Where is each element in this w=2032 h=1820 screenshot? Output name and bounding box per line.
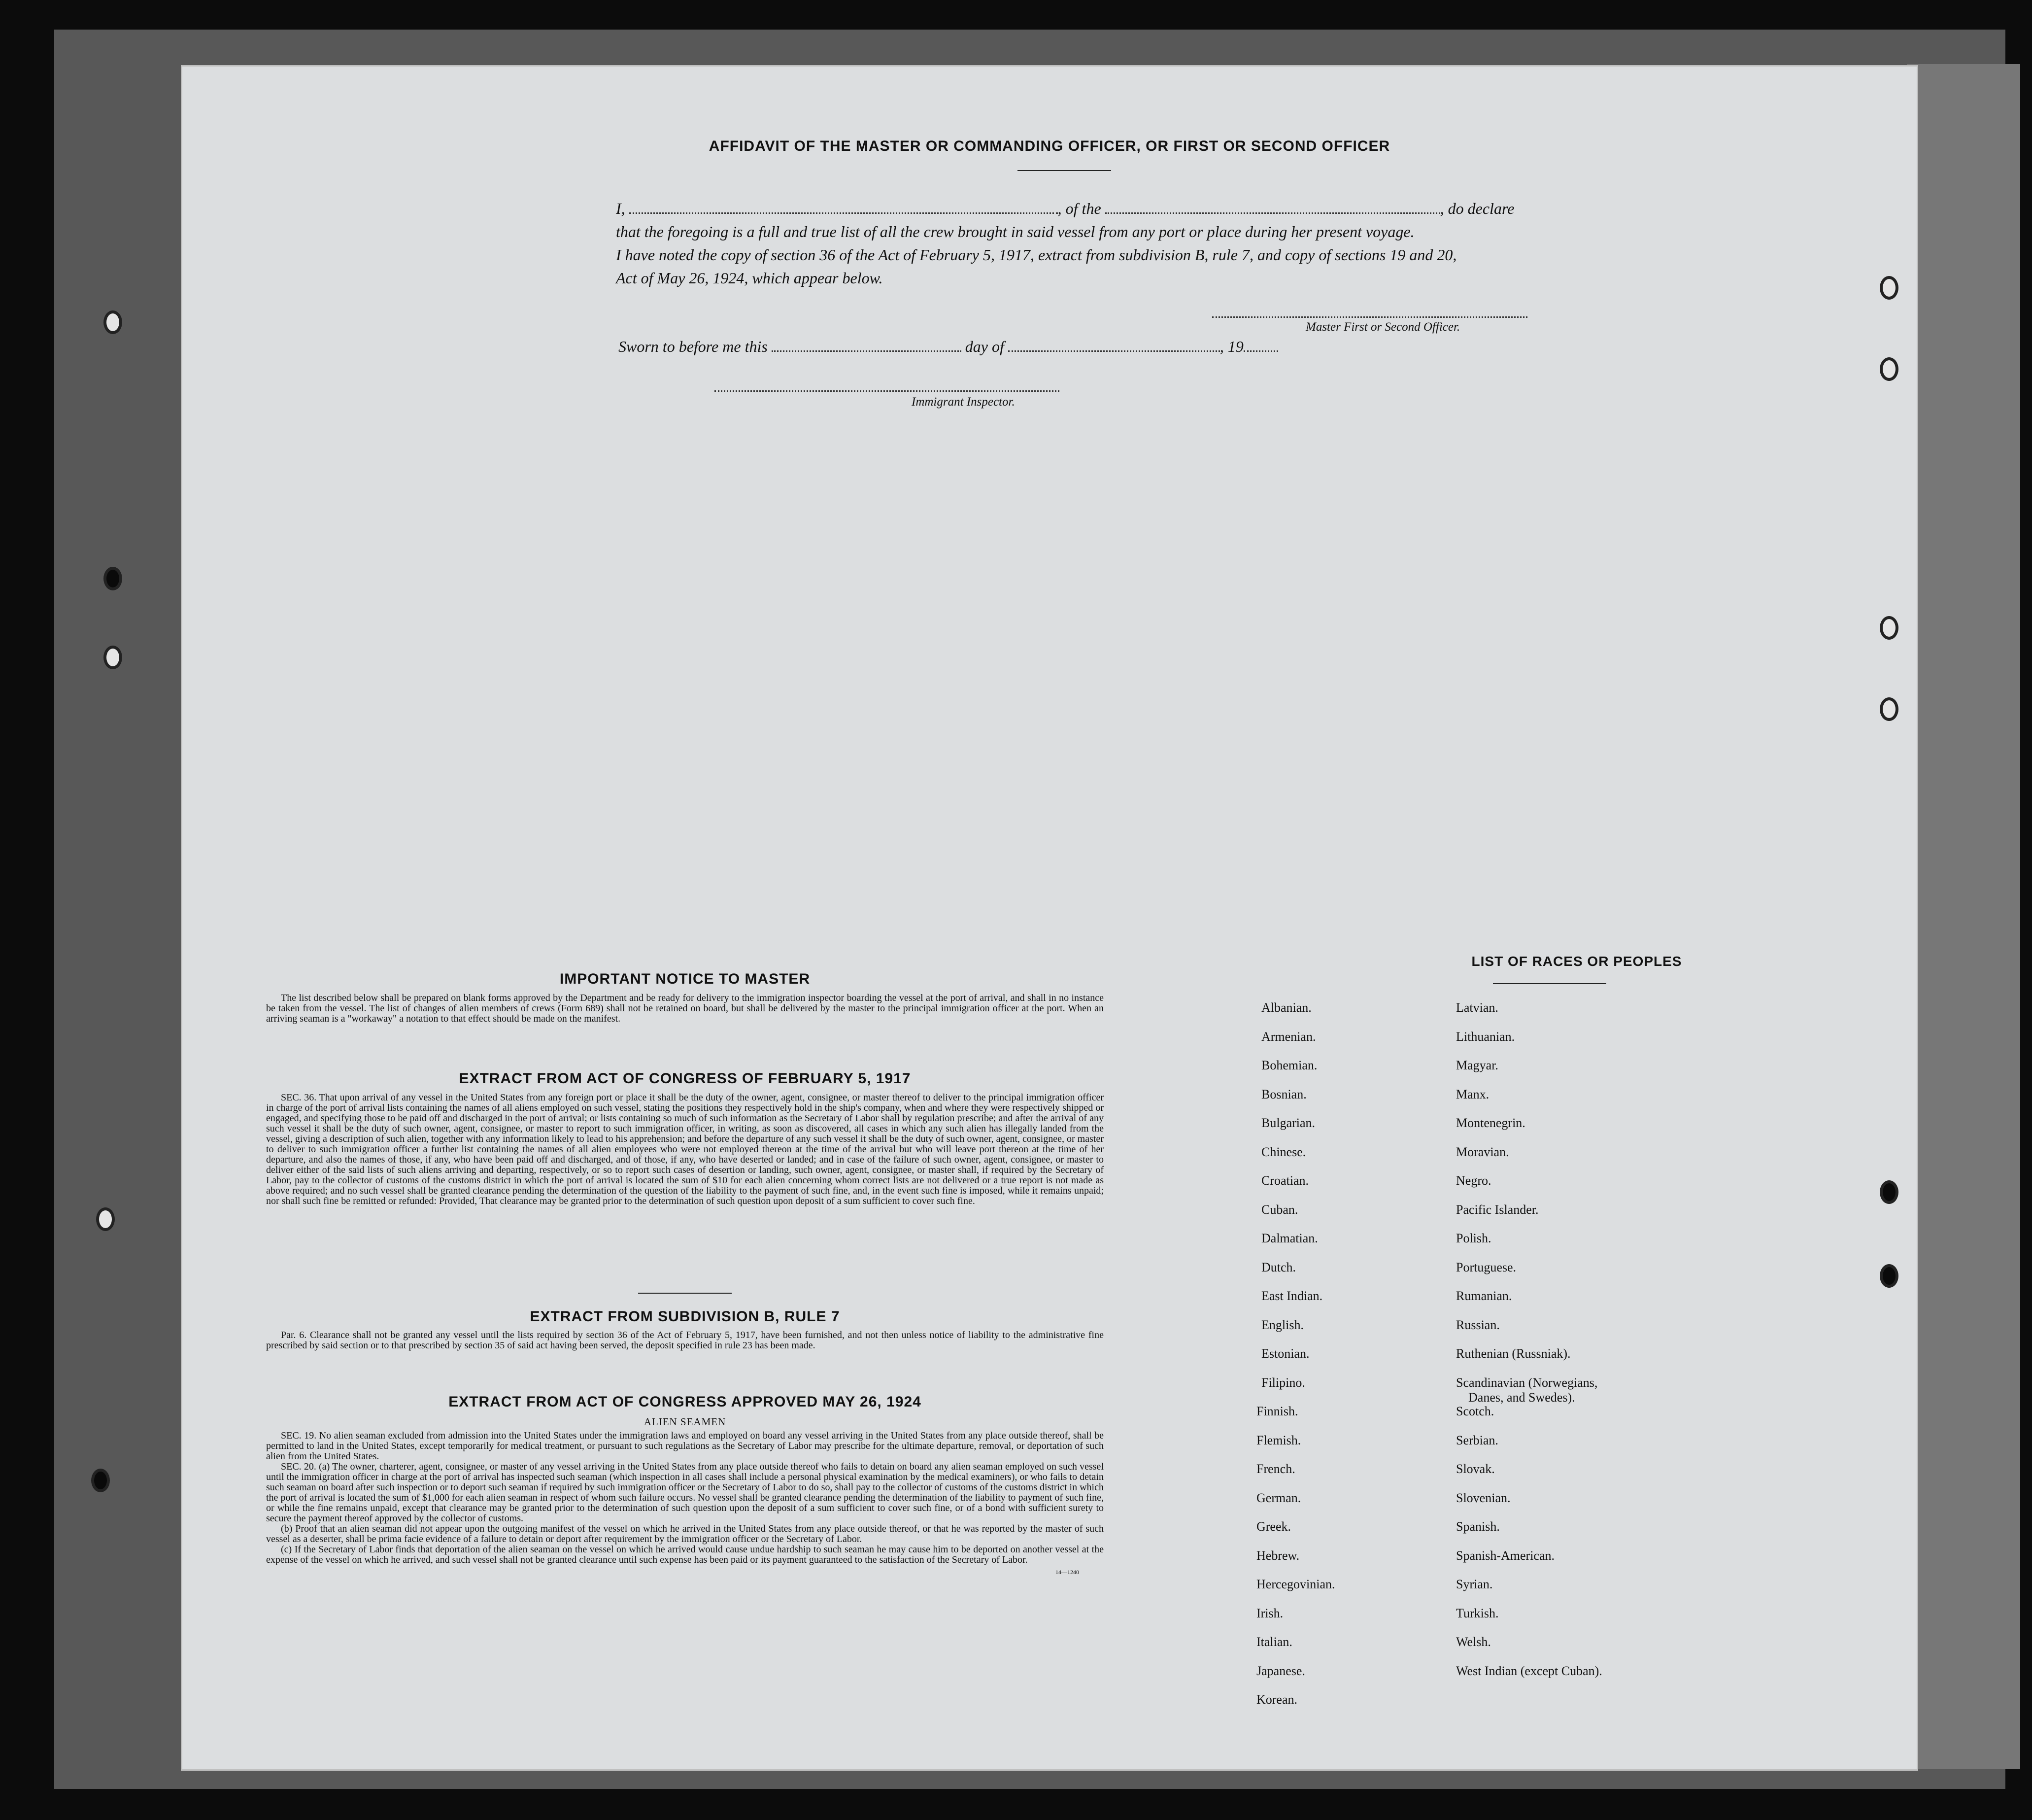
decl-of-the: , of the bbox=[1057, 200, 1101, 217]
extract-1917-title: EXTRACT FROM ACT OF CONGRESS OF FEBRUARY 5, 1917 bbox=[459, 1070, 911, 1087]
race-item: Magyar. bbox=[1456, 1058, 1498, 1072]
inspector-signature-line[interactable] bbox=[714, 389, 1059, 392]
form-number: 14—1240 bbox=[1055, 1569, 1079, 1576]
decl-line-2: that the foregoing is a full and true list of all the crew brought in said vessel from any port or place during her present voyage. bbox=[616, 223, 1415, 240]
alien-seamen-subtitle: ALIEN SEAMEN bbox=[643, 1416, 726, 1428]
race-item: Spanish-American. bbox=[1456, 1548, 1555, 1563]
master-signature-label: Master First or Second Officer. bbox=[1306, 320, 1460, 334]
race-item: Moravian. bbox=[1456, 1144, 1509, 1159]
race-item: Cuban. bbox=[1261, 1202, 1298, 1217]
decl-i: I, bbox=[616, 200, 625, 217]
binder-hole bbox=[1880, 276, 1898, 300]
race-item: Dalmatian. bbox=[1261, 1231, 1318, 1245]
manifest-page bbox=[182, 67, 1917, 1769]
sec-20b: (b) Proof that an alien seaman did not appear upon the outgoing manifest of the vessel on which he arrived in the United States from any place outside thereof, or that he was reported by the master of such vessel as a deserter, shall be prima facie evidence of a failure to detain or deport after requirement by the immigration officer or the Secretary of Labor. bbox=[266, 1523, 1104, 1545]
race-item: Armenian. bbox=[1261, 1029, 1316, 1044]
binder-hole bbox=[103, 567, 122, 590]
vessel-name-field[interactable] bbox=[1105, 201, 1440, 214]
day-of-text: day of bbox=[965, 338, 1004, 355]
race-item: East Indian. bbox=[1261, 1289, 1323, 1303]
sworn-day-field[interactable] bbox=[772, 339, 961, 352]
race-item: Croatian. bbox=[1261, 1173, 1309, 1188]
master-signature-line[interactable] bbox=[1212, 315, 1527, 318]
race-item: Serbian. bbox=[1456, 1433, 1498, 1447]
race-item: French. bbox=[1256, 1462, 1295, 1476]
race-item: Turkish. bbox=[1456, 1606, 1499, 1620]
race-item: Scandinavian (Norwegians, bbox=[1456, 1375, 1598, 1390]
race-item: Russian. bbox=[1456, 1317, 1500, 1332]
title-rule bbox=[1017, 170, 1111, 171]
binder-hole bbox=[103, 646, 122, 669]
sworn-line bbox=[618, 338, 1278, 356]
races-left-column bbox=[1256, 1000, 1444, 1710]
race-item: Finnish. bbox=[1256, 1404, 1298, 1418]
race-item: Welsh. bbox=[1456, 1635, 1491, 1649]
decl-line-3: I have noted the copy of section 36 of the Act of February 5, 1917, extract from subdivision B, rule 7, and copy of sections 19 and 20, bbox=[616, 246, 1457, 264]
binder-hole bbox=[1880, 357, 1898, 381]
race-item: Japanese. bbox=[1256, 1663, 1305, 1678]
binder-hole bbox=[1880, 1180, 1898, 1204]
sec-20a: SEC. 20. (a) The owner, charterer, agent, consignee, or master of any vessel arriving in the United States from any place outside thereof who fails to detain on board any alien seaman employed on such vessel until the immigration officer in charge at the port of arrival has inspected such seaman (which inspection in all cases shall include a personal physical examination by the medical examiners), or who fails to detain such seaman on board after such inspection or to deport such seaman if required by such immigration officer or the Secretary of Labor to do so, shall pay to the collector of customs of the customs district in which the port of arrival is located the sum of $1,000 for each alien seaman in respect of whom such failure occurs. No vessel shall be granted clearance pending the determination of the liability to payment of such fine, or while the fine remains unpaid, except that clearance may be granted prior to the determination of such question upon the deposit of a sum sufficient to cover such fine, or of a bond with sufficient surety to secure the payment thereof approved by the collector of customs. bbox=[266, 1461, 1104, 1524]
sworn-month-field[interactable] bbox=[1008, 339, 1220, 352]
race-item: Filipino. bbox=[1261, 1375, 1305, 1390]
declaration-text bbox=[616, 197, 1720, 290]
race-item: Hebrew. bbox=[1256, 1548, 1300, 1563]
binder-hole bbox=[1880, 1264, 1898, 1288]
race-item: Ruthenian (Russniak). bbox=[1456, 1346, 1571, 1361]
binder-hole bbox=[91, 1469, 110, 1492]
race-item: Rumanian. bbox=[1456, 1289, 1512, 1303]
section-rule bbox=[638, 1293, 732, 1294]
race-item: Bosnian. bbox=[1261, 1087, 1307, 1101]
sworn-text: Sworn to before me this bbox=[618, 338, 768, 355]
race-item: Irish. bbox=[1256, 1606, 1284, 1620]
inspector-label: Immigrant Inspector. bbox=[912, 395, 1015, 409]
race-item: Portuguese. bbox=[1456, 1260, 1517, 1274]
race-item: Chinese. bbox=[1261, 1144, 1306, 1159]
race-item: Slovak. bbox=[1456, 1462, 1495, 1476]
notice-title: IMPORTANT NOTICE TO MASTER bbox=[559, 971, 811, 987]
binder-hole bbox=[1880, 616, 1898, 640]
race-item: Greek. bbox=[1256, 1519, 1291, 1534]
race-item: Negro. bbox=[1456, 1173, 1491, 1188]
race-item: Scotch. bbox=[1456, 1404, 1494, 1418]
binder-hole bbox=[96, 1207, 115, 1231]
race-item: Spanish. bbox=[1456, 1519, 1500, 1534]
race-item: Lithuanian. bbox=[1456, 1029, 1515, 1044]
race-item: Syrian. bbox=[1456, 1577, 1493, 1591]
races-title: LIST OF RACES OR PEOPLES bbox=[1471, 954, 1682, 969]
race-item: Hercegovinian. bbox=[1256, 1577, 1335, 1591]
race-item: English. bbox=[1261, 1317, 1304, 1332]
race-item: Estonian. bbox=[1261, 1346, 1310, 1361]
race-item: Dutch. bbox=[1261, 1260, 1296, 1274]
race-item: West Indian (except Cuban). bbox=[1456, 1663, 1602, 1678]
extract-1924-body bbox=[266, 1431, 1104, 1578]
master-name-field[interactable] bbox=[629, 201, 1058, 214]
notice-body: The list described below shall be prepared on blank forms approved by the Department and be ready for delivery to the immigration inspector boarding the vessel at the port of arrival, and shall in no instance be taken from the vessel. The list of changes of alien members of crews (Form 689) shall not be retained on board, but shall be delivered by the master to the principal immigration officer at the port. When an arriving seaman is a "workaway" a notation to that effect should be made on the manifest. bbox=[266, 993, 1104, 1024]
race-item: Bulgarian. bbox=[1261, 1116, 1316, 1130]
binder-hole bbox=[103, 310, 122, 334]
affidavit-title: AFFIDAVIT OF THE MASTER OR COMMANDING OFFICER, OR FIRST OR SECOND OFFICER bbox=[709, 138, 1390, 154]
sec-20c: (c) If the Secretary of Labor finds that deportation of the alien seaman on the vessel on which he arrived would cause undue hardship to such seaman he may cause him to be deported on another vessel at the expense of the vessel on which he arrived, and such vessel shall not be granted clearance until such expense has been paid or its payment guaranteed to the satisfaction of the Secretary of Labor. bbox=[266, 1544, 1104, 1565]
sec-19: SEC. 19. No alien seaman excluded from admission into the United States under the immigration laws and employed on board any vessel arriving in the United States from any place outside thereof, shall be permitted to land in the United States, except temporarily for medical treatment, or pursuant to such regulations as the Secretary of Labor may prescribe for the ultimate departure, removal, or deportation of such alien from the United States. bbox=[266, 1430, 1104, 1462]
race-item: Flemish. bbox=[1256, 1433, 1301, 1447]
race-item: Latvian. bbox=[1456, 1000, 1498, 1015]
race-item: Danes, and Swedes). bbox=[1468, 1390, 1575, 1405]
decl-line-4: Act of May 26, 1924, which appear below. bbox=[616, 269, 883, 287]
race-item: German. bbox=[1256, 1490, 1301, 1505]
binder-hole bbox=[1880, 697, 1898, 721]
race-item: Albanian. bbox=[1261, 1000, 1312, 1015]
race-item: Italian. bbox=[1256, 1635, 1292, 1649]
race-item: Manx. bbox=[1456, 1087, 1490, 1101]
year-prefix: , 19 bbox=[1219, 338, 1244, 355]
sworn-year-field[interactable] bbox=[1244, 339, 1278, 352]
race-item: Montenegrin. bbox=[1456, 1116, 1525, 1130]
race-item: Bohemian. bbox=[1261, 1058, 1318, 1072]
decl-declare: , do declare bbox=[1440, 200, 1515, 217]
extract-1924-title: EXTRACT FROM ACT OF CONGRESS APPROVED MAY 26, 1924 bbox=[448, 1394, 921, 1410]
underlying-sheet bbox=[1907, 64, 2020, 1769]
race-item: Slovenian. bbox=[1456, 1490, 1511, 1505]
race-item: Polish. bbox=[1456, 1231, 1491, 1245]
race-item: Korean. bbox=[1256, 1692, 1298, 1707]
race-item: Pacific Islander. bbox=[1456, 1202, 1539, 1217]
races-title-rule bbox=[1493, 983, 1606, 984]
races-right-column bbox=[1456, 1000, 1732, 1710]
rule7-title: EXTRACT FROM SUBDIVISION B, RULE 7 bbox=[530, 1308, 840, 1325]
rule7-body: Par. 6. Clearance shall not be granted any vessel until the lists required by section 36 of the Act of February 5, 1917, have been furnished, and not then unless notice of liability to the administrative fine prescribed by said section or to that prescribed by section 35 of said act having been served, the deposit specified in rule 23 has been made. bbox=[266, 1330, 1104, 1351]
extract-1917-body: SEC. 36. That upon arrival of any vessel in the United States from any foreign port or place it shall be the duty of the owner, agent, consignee, or master thereof to deliver to the principal immigration officer in charge of the port of arrival lists containing the names of all aliens employed on such vessel, stating the positions they respectively hold in the ship's company, when and where they were respectively shipped or engaged, and specifying those to be paid off and discharged in the port of arrival; or lists containing so much of such information as the Secretary of Labor shall by regulation prescribe; and after the arrival of any such vessel it shall be the duty of such owner, agent, consignee, or master to report to such immigration officer, in writing, as soon as discovered, all cases in which any such alien has illegally landed from the vessel, giving a description of such alien, together with any information likely to lead to his apprehension; and before the departure of any such vessel it shall be the duty of such owner, agent, consignee, or master to deliver to such immigration officer a further list containing the names of all alien employees who were not employed thereon at the time of the arrival but who will leave port thereon at the time of her departure, and also the names of those, if any, who have been paid off and discharged, and of those, if any, who have deserted or landed; and in case of the failure of such owner, agent, consignee, or master to deliver either of the said lists of such aliens arriving and departing, respectively, or so to report such cases of desertion or landing, such owner, agent, consignee, or master shall, if required by the Secretary of Labor, pay to the collector of customs of the customs district in which the port of arrival is located the sum of $10 for each alien concerning whom correct lists are not delivered or a true report is not made as above required; and no such vessel shall be granted clearance pending the determination of the question of the liability to the payment of such fine, and, in the event such fine is imposed, while it remains unpaid; nor shall such fine be remitted or refunded: Provided, That clearance may be granted prior to the determination of such question upon deposit of a sum sufficient to cover such fine. bbox=[266, 1092, 1104, 1206]
